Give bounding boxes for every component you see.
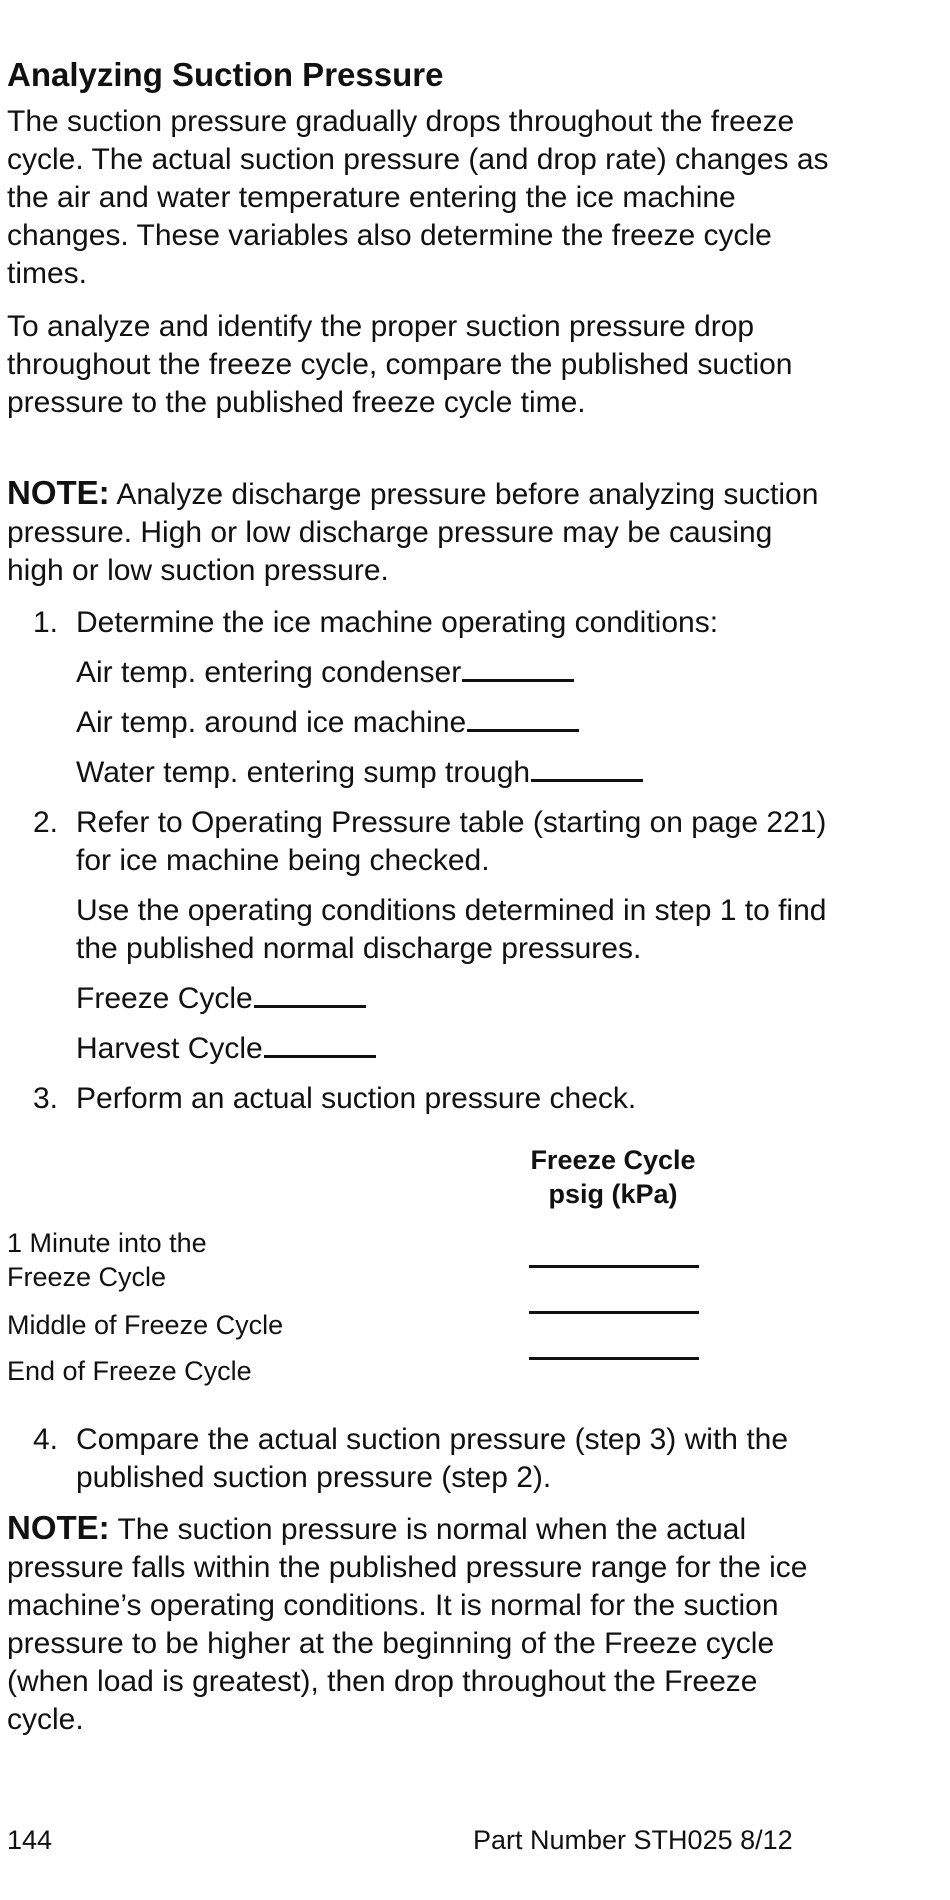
field-label: Air temp. entering condenser: [76, 656, 462, 689]
step-number: 4.: [33, 1423, 59, 1456]
fill-in-blank: [529, 1265, 699, 1268]
field-freeze-cycle: [76, 980, 366, 1018]
fill-in-blank: [254, 1004, 366, 1008]
fill-in-blank: [462, 678, 574, 682]
note-suction-normal: [7, 1509, 837, 1739]
row-label: Middle of Freeze Cycle: [7, 1310, 284, 1340]
section-title: Analyzing Suction Pressure: [7, 56, 444, 93]
fill-in-blank: [531, 778, 643, 782]
page-number: 144: [7, 1825, 53, 1855]
table-row: [7, 1226, 207, 1294]
row-label: End of Freeze Cycle: [7, 1356, 252, 1386]
step-text: Determine the ice machine operating conditions:: [76, 606, 719, 639]
step-2-instruction: Use the operating conditions determined in step 1 to find the published normal discharge pressures.: [76, 894, 827, 965]
field-label: Water temp. entering sump trough: [76, 756, 531, 789]
step-number: 1.: [33, 606, 59, 639]
field-air-temp-condenser: [76, 654, 574, 692]
field-label: Harvest Cycle: [76, 1032, 263, 1065]
step-text: Perform an actual suction pressure check.: [76, 1082, 637, 1115]
field-label: Air temp. around ice machine: [76, 706, 467, 739]
fill-in-blank: [529, 1311, 699, 1314]
analysis-paragraph: To analyze and identify the proper suction pressure drop throughout the freeze cycle, compare the published suction pressure to the published freeze cycle time.: [7, 310, 793, 419]
step-number: 2.: [33, 806, 59, 839]
table-header: [493, 1143, 733, 1211]
fill-in-blank: [529, 1357, 699, 1360]
field-label: Freeze Cycle: [76, 982, 253, 1015]
step-number: 3.: [33, 1082, 59, 1115]
part-number: Part Number STH025 8/12: [473, 1825, 793, 1855]
intro-paragraph: The suction pressure gradually drops throughout the freeze cycle. The actual suction pressure (and drop rate) changes as the air and water temperature entering the ice machine changes. These variables also determine the freeze cycle times.: [7, 105, 829, 290]
row-label: Freeze Cycle: [7, 1262, 167, 1292]
fill-in-blank: [264, 1054, 376, 1058]
note-discharge: [7, 474, 837, 590]
field-air-temp-around: [76, 704, 579, 742]
note-text: The suction pressure is normal when the actual pressure falls within the published pressure range for the ice machine’s operating conditions. It is normal for the suction pressure to be higher at the beginning of the Freeze cycle (when load is greatest), then drop throughout the Freeze cycle.: [7, 1513, 808, 1736]
field-harvest-cycle: [76, 1030, 376, 1068]
header-line: psig (kPa): [548, 1179, 678, 1209]
table-row: [7, 1354, 252, 1388]
note-label: NOTE:: [7, 474, 110, 511]
field-water-temp-sump: [76, 754, 643, 792]
row-label: 1 Minute into the: [7, 1228, 207, 1258]
manual-page: [7, 0, 837, 1900]
note-label: NOTE:: [7, 1509, 110, 1546]
note-text: Analyze discharge pressure before analyzing suction pressure. High or low discharge pressure may be causing high or low suction pressure.: [7, 478, 819, 587]
step-text: Refer to Operating Pressure table (starting on page 221) for ice machine being checked.: [76, 806, 827, 877]
fill-in-blank: [467, 728, 579, 732]
step-text: Compare the actual suction pressure (step 3) with the published suction pressure (step 2).: [76, 1423, 789, 1494]
table-row: [7, 1308, 283, 1342]
header-line: Freeze Cycle: [530, 1145, 696, 1175]
